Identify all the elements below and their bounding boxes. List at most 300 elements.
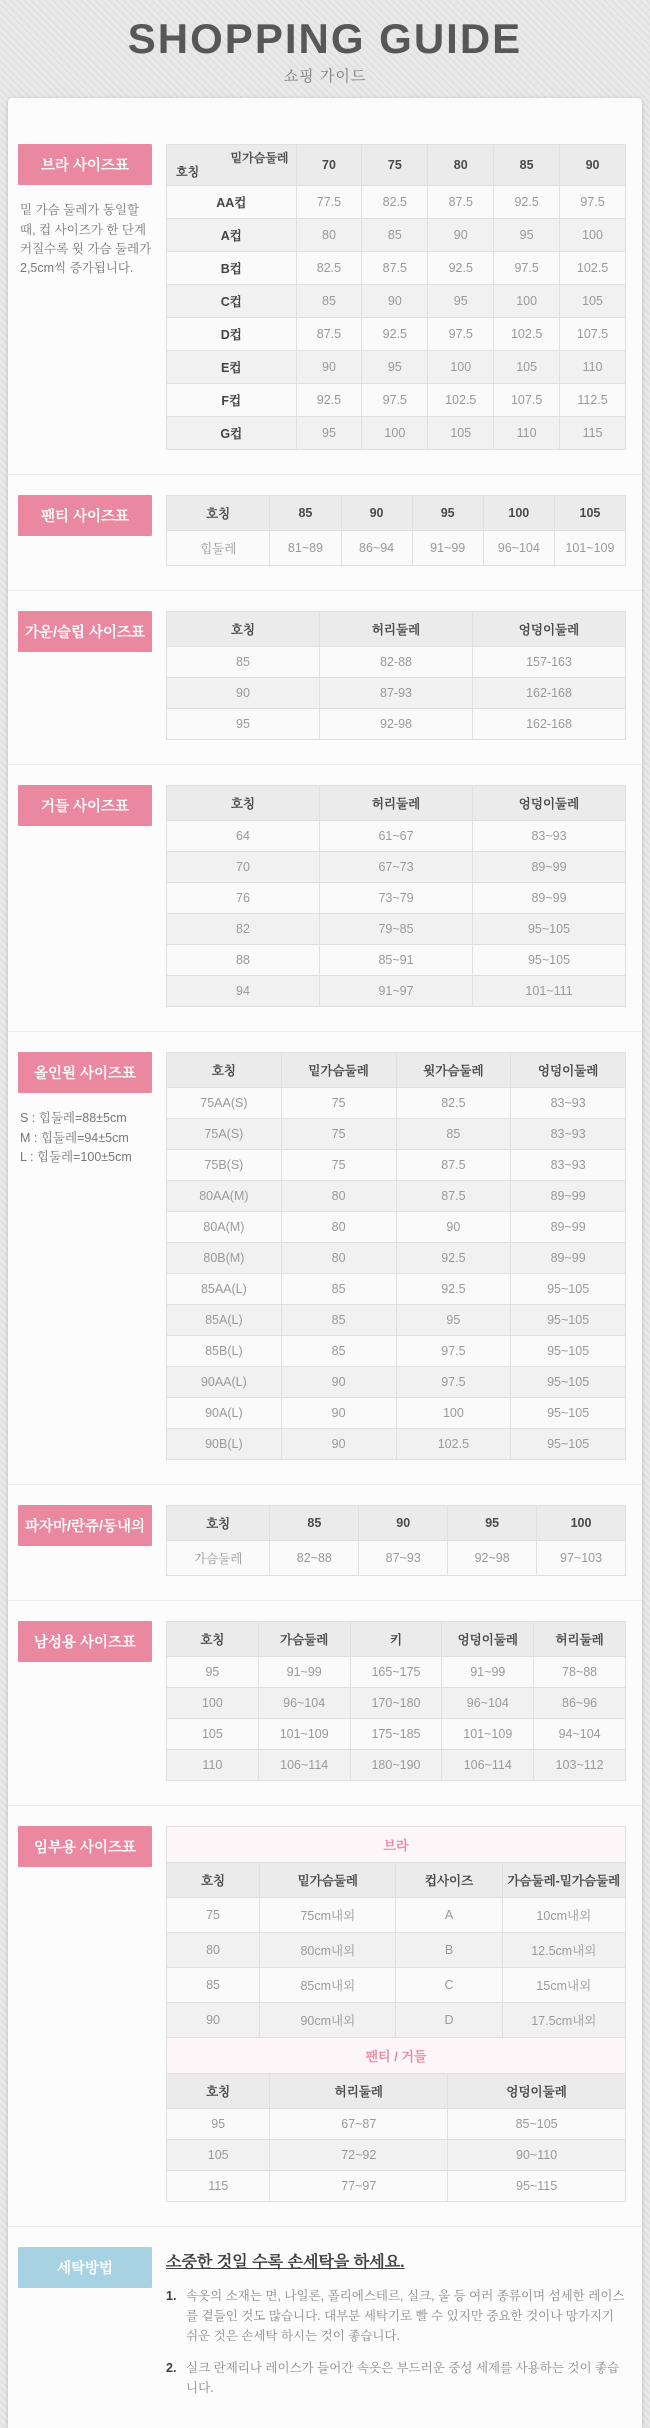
table-row <box>167 647 626 678</box>
maternity-panty-table-container <box>166 2073 626 2202</box>
table-cell: 86~94 <box>341 531 412 566</box>
table-cell: 157-163 <box>473 647 626 678</box>
table-row <box>167 417 626 450</box>
table-cell: 102.5 <box>560 252 626 285</box>
table-cell: 83~93 <box>473 821 626 852</box>
table-header-cell: 호칭 <box>167 612 320 647</box>
table-cell: 112.5 <box>560 384 626 417</box>
table-row <box>167 1898 626 1933</box>
laundry-item-2-text: 실크 란제리나 레이스가 들어간 속옷은 부드러운 중성 세제를 사용하는 것이 좋습니다. <box>186 2361 620 2396</box>
table-cell: 90 <box>281 1429 396 1460</box>
section-allinone-sizes <box>8 1031 642 1484</box>
table-cell: 92-98 <box>320 709 473 740</box>
table-cell: 87-93 <box>320 678 473 709</box>
table-cell: 87.5 <box>296 318 362 351</box>
table-header-cell: 밑가슴둘레 <box>260 1863 396 1898</box>
table-row <box>167 531 626 566</box>
table-cell: 10cm내외 <box>502 1898 625 1933</box>
table-cell: 90 <box>296 351 362 384</box>
table-cell: 90~110 <box>448 2140 626 2171</box>
table-row <box>167 1688 626 1719</box>
table-header-cell: 허리둘레 <box>320 612 473 647</box>
table-cell: 100 <box>362 417 428 450</box>
table-cell: 165~175 <box>350 1657 442 1688</box>
table-cell: 82.5 <box>362 186 428 219</box>
table-cell: 95~105 <box>511 1429 626 1460</box>
page-header <box>0 0 650 98</box>
table-cell: 90 <box>167 2003 260 2038</box>
table-cell: 102.5 <box>396 1429 511 1460</box>
men-section-badge: 남성용 사이즈표 <box>18 1621 152 1662</box>
section-men-sizes <box>8 1600 642 1805</box>
laundry-section-badge: 세탁방법 <box>18 2247 152 2288</box>
page-subtitle: 쇼핑 가이드 <box>283 68 367 86</box>
table-cell: 97~103 <box>537 1541 626 1576</box>
table-row <box>167 709 626 740</box>
table-header-cell: 100 <box>483 496 554 531</box>
table-cell: C <box>396 1968 502 2003</box>
table-cell: 72~92 <box>270 2140 448 2171</box>
table-row <box>167 852 626 883</box>
table-cell: 85~105 <box>448 2109 626 2140</box>
size-table <box>166 1052 626 1460</box>
table-cell: 89~99 <box>511 1212 626 1243</box>
table-cell: 101~109 <box>554 531 625 566</box>
table-cell: 97.5 <box>362 384 428 417</box>
size-table <box>166 2073 626 2202</box>
table-cell: 95~105 <box>473 945 626 976</box>
table-cell: 82.5 <box>396 1088 511 1119</box>
table-row <box>167 678 626 709</box>
maternity-panty-girdle-band: 팬티 / 거들 <box>166 2038 626 2073</box>
table-cell: 86~96 <box>534 1688 626 1719</box>
table-cell: 91~99 <box>442 1657 534 1688</box>
table-header-cell: 키 <box>350 1622 442 1657</box>
diagonal-top-label: 밑가슴둘레 <box>230 151 289 166</box>
table-cell: 92.5 <box>362 318 428 351</box>
allinone-size-notes <box>18 1109 152 1167</box>
table-cell: 75 <box>281 1088 396 1119</box>
table-cell: 89~99 <box>511 1181 626 1212</box>
table-cell: 87.5 <box>362 252 428 285</box>
table-header-cell: 70 <box>296 145 362 186</box>
table-cell: 95 <box>296 417 362 450</box>
table-cell: 92.5 <box>396 1243 511 1274</box>
table-row <box>167 1429 626 1460</box>
size-table <box>166 495 626 566</box>
diagonal-bottom-label: 호칭 <box>176 165 200 180</box>
table-header-cell: 105 <box>554 496 625 531</box>
table-cell: 80B(M) <box>167 1243 282 1274</box>
section-girdle-sizes <box>8 764 642 1031</box>
laundry-item-1-text: 속옷의 소재는 면, 나일론, 폴리에스테르, 실크, 울 등 여러 종류이며 섬세한 레이스를 곁들인 것도 많습니다. 대부분 세탁기로 빨 수 있지만 중요한 것이나 망가지기 쉬운 것은 손세탁 하시는 것이 좋습니다. <box>186 2289 625 2344</box>
diagonal-header-cell <box>167 145 297 186</box>
table-header-cell: 엉덩이둘레 <box>473 786 626 821</box>
table-cell: 89~99 <box>473 852 626 883</box>
table-cell: 95 <box>362 351 428 384</box>
table-row <box>167 2140 626 2171</box>
table-cell: 90 <box>167 678 320 709</box>
maternity-tables <box>166 1826 626 2202</box>
table-header-cell: 호칭 <box>167 2074 270 2109</box>
page-title: SHOPPING GUIDE <box>127 15 523 62</box>
table-cell: 82.5 <box>296 252 362 285</box>
table-cell: 88 <box>167 945 320 976</box>
table-cell: 92.5 <box>296 384 362 417</box>
table-header-cell: 75 <box>362 145 428 186</box>
table-cell: 110 <box>560 351 626 384</box>
table-cell: 92.5 <box>494 186 560 219</box>
table-cell: 101~109 <box>442 1719 534 1750</box>
table-cell: 77~97 <box>270 2171 448 2202</box>
table-header-cell: 가슴둘레 <box>258 1622 350 1657</box>
table-header-cell: 호칭 <box>167 496 270 531</box>
table-row <box>167 1398 626 1429</box>
gown-sidebar <box>18 611 166 652</box>
table-cell: 82 <box>167 914 320 945</box>
table-cell: 100 <box>494 285 560 318</box>
table-cell: 87~93 <box>359 1541 448 1576</box>
gown-table-container <box>166 611 626 740</box>
table-cell: 94~104 <box>534 1719 626 1750</box>
table-header-cell: 100 <box>537 1506 626 1541</box>
maternity-sidebar <box>18 1826 166 1867</box>
table-cell: 97.5 <box>494 252 560 285</box>
table-cell: 90 <box>281 1398 396 1429</box>
table-cell: 90A(L) <box>167 1398 282 1429</box>
table-cell: 90 <box>281 1367 396 1398</box>
table-row <box>167 351 626 384</box>
panty-table-container <box>166 495 626 566</box>
allinone-note-l: L : 힙둘레=100±5cm <box>20 1149 132 1164</box>
table-row <box>167 318 626 351</box>
laundry-sidebar <box>18 2247 166 2288</box>
table-cell: 170~180 <box>350 1688 442 1719</box>
table-header-cell: 85 <box>270 1506 359 1541</box>
table-cell: 102.5 <box>494 318 560 351</box>
table-cell: 100 <box>428 351 494 384</box>
table-row <box>167 1719 626 1750</box>
table-header-cell: 엉덩이둘레 <box>442 1622 534 1657</box>
table-row <box>167 1181 626 1212</box>
table-cell: 79~85 <box>320 914 473 945</box>
table-cell: B <box>396 1933 502 1968</box>
pajama-table-container <box>166 1505 626 1576</box>
table-cell: 101~109 <box>258 1719 350 1750</box>
table-cell: 95~105 <box>511 1367 626 1398</box>
table-cell: 73~79 <box>320 883 473 914</box>
table-cell: 90 <box>362 285 428 318</box>
table-cell: 12.5cm내외 <box>502 1933 625 1968</box>
table-cell: 90AA(L) <box>167 1367 282 1398</box>
table-cell: 97.5 <box>428 318 494 351</box>
table-cell: 97.5 <box>396 1336 511 1367</box>
table-cell: A <box>396 1898 502 1933</box>
table-cell: 90 <box>428 219 494 252</box>
gown-section-badge: 가운/슬립 사이즈표 <box>18 611 152 652</box>
pajama-section-badge: 파자마/란쥬/동내의 <box>18 1505 152 1546</box>
table-header-cell: 허리둘레 <box>534 1622 626 1657</box>
table-cell: 87.5 <box>396 1150 511 1181</box>
laundry-item-1 <box>166 2286 626 2346</box>
table-cell: 75AA(S) <box>167 1088 282 1119</box>
girdle-table-container <box>166 785 626 1007</box>
table-cell: 75B(S) <box>167 1150 282 1181</box>
table-cell: B컵 <box>167 252 297 285</box>
table-row <box>167 1305 626 1336</box>
table-header-cell: 호칭 <box>167 1506 270 1541</box>
size-table <box>166 611 626 740</box>
table-row <box>167 945 626 976</box>
table-row <box>167 1243 626 1274</box>
table-header-cell: 엉덩이둘레 <box>448 2074 626 2109</box>
table-cell: 115 <box>560 417 626 450</box>
bra-section-note: 밑 가슴 둘레가 동일할 때, 컵 사이즈가 한 단계 커질수록 윗 가슴 둘레가 2,5cm씩 증가됩니다. <box>20 203 152 276</box>
table-cell: 75cm내외 <box>260 1898 396 1933</box>
table-row <box>167 1968 626 2003</box>
table-cell: 85cm내외 <box>260 1968 396 2003</box>
table-cell: 95~105 <box>473 914 626 945</box>
table-cell: 82~88 <box>270 1541 359 1576</box>
table-cell: 162-168 <box>473 709 626 740</box>
table-cell: F컵 <box>167 384 297 417</box>
laundry-item-1-number: 1. <box>166 2289 177 2304</box>
table-cell: 75A(S) <box>167 1119 282 1150</box>
table-cell: 15cm내외 <box>502 1968 625 2003</box>
table-cell: 105 <box>167 2140 270 2171</box>
table-cell: 83~93 <box>511 1150 626 1181</box>
allinone-note-s: S : 힙둘레=88±5cm <box>20 1111 127 1126</box>
table-cell: 91~99 <box>258 1657 350 1688</box>
table-row <box>167 1119 626 1150</box>
table-header-cell: 90 <box>560 145 626 186</box>
section-laundry <box>8 2226 642 2422</box>
size-table <box>166 144 626 450</box>
table-cell: 162-168 <box>473 678 626 709</box>
table-header-cell: 90 <box>359 1506 448 1541</box>
table-row <box>167 1750 626 1781</box>
table-cell: 89~99 <box>511 1243 626 1274</box>
table-cell: 107.5 <box>494 384 560 417</box>
table-cell: 80AA(M) <box>167 1181 282 1212</box>
allinone-section-badge: 올인원 사이즈표 <box>18 1052 152 1093</box>
table-row <box>167 1367 626 1398</box>
men-sidebar <box>18 1621 166 1662</box>
table-cell: 81~89 <box>270 531 341 566</box>
laundry-item-2 <box>166 2358 626 2398</box>
table-cell: D <box>396 2003 502 2038</box>
table-cell: 힙둘레 <box>167 531 270 566</box>
table-cell: A컵 <box>167 219 297 252</box>
table-cell: 80A(M) <box>167 1212 282 1243</box>
table-cell: 85 <box>281 1274 396 1305</box>
table-cell: 80 <box>281 1243 396 1274</box>
table-row <box>167 1212 626 1243</box>
table-cell: 105 <box>494 351 560 384</box>
table-cell: 110 <box>494 417 560 450</box>
table-cell: 96~104 <box>483 531 554 566</box>
table-cell: 91~97 <box>320 976 473 1007</box>
table-cell: 97.5 <box>560 186 626 219</box>
table-row <box>167 252 626 285</box>
table-cell: AA컵 <box>167 186 297 219</box>
table-row <box>167 2171 626 2202</box>
table-cell: 85 <box>362 219 428 252</box>
table-cell: 78~88 <box>534 1657 626 1688</box>
table-cell: 95~115 <box>448 2171 626 2202</box>
table-cell: 96~104 <box>258 1688 350 1719</box>
table-row <box>167 821 626 852</box>
table-cell: 83~93 <box>511 1088 626 1119</box>
table-cell: 90cm내외 <box>260 2003 396 2038</box>
table-cell: 75 <box>167 1898 260 1933</box>
table-cell: 100 <box>396 1398 511 1429</box>
table-header-cell: 90 <box>341 496 412 531</box>
table-cell: 80 <box>281 1212 396 1243</box>
table-cell: 75 <box>281 1150 396 1181</box>
bra-section-badge: 브라 사이즈표 <box>18 144 152 185</box>
table-cell: 80 <box>281 1181 396 1212</box>
laundry-heading: 소중한 것일 수록 손세탁을 하세요. <box>166 2254 405 2272</box>
table-cell: 95 <box>167 2109 270 2140</box>
table-cell: 106~114 <box>258 1750 350 1781</box>
table-row <box>167 914 626 945</box>
table-cell: 103~112 <box>534 1750 626 1781</box>
table-header-cell: 엉덩이둘레 <box>473 612 626 647</box>
table-cell: E컵 <box>167 351 297 384</box>
table-header-cell: 엉덩이둘레 <box>511 1053 626 1088</box>
table-row <box>167 883 626 914</box>
table-cell: 95~105 <box>511 1274 626 1305</box>
table-row <box>167 219 626 252</box>
table-cell: 85 <box>396 1119 511 1150</box>
table-header-cell: 호칭 <box>167 1863 260 1898</box>
table-row <box>167 186 626 219</box>
table-row <box>167 976 626 1007</box>
table-row <box>167 2003 626 2038</box>
table-cell: 80 <box>296 219 362 252</box>
maternity-bra-table-container <box>166 1862 626 2038</box>
table-cell: 101~111 <box>473 976 626 1007</box>
table-cell: 95 <box>428 285 494 318</box>
table-cell: 97.5 <box>396 1367 511 1398</box>
table-header-cell: 허리둘레 <box>270 2074 448 2109</box>
table-cell: 90 <box>396 1212 511 1243</box>
bra-sidebar <box>18 144 166 279</box>
table-header-cell: 80 <box>428 145 494 186</box>
table-header-cell: 호칭 <box>167 1053 282 1088</box>
allinone-note-m: M : 힙둘레=94±5cm <box>20 1130 129 1145</box>
table-cell: 94 <box>167 976 320 1007</box>
table-cell: 175~185 <box>350 1719 442 1750</box>
table-cell: 85 <box>296 285 362 318</box>
size-table <box>166 1862 626 2038</box>
girdle-section-badge: 거들 사이즈표 <box>18 785 152 826</box>
table-header-cell: 허리둘레 <box>320 786 473 821</box>
table-cell: 87.5 <box>396 1181 511 1212</box>
table-cell: 89~99 <box>473 883 626 914</box>
table-cell: 92.5 <box>396 1274 511 1305</box>
table-cell: 85A(L) <box>167 1305 282 1336</box>
table-cell: C컵 <box>167 285 297 318</box>
table-header-cell: 호칭 <box>167 786 320 821</box>
table-cell: 105 <box>167 1719 259 1750</box>
table-cell: 102.5 <box>428 384 494 417</box>
table-cell: 105 <box>428 417 494 450</box>
section-pajama-sizes <box>8 1484 642 1600</box>
table-cell: 107.5 <box>560 318 626 351</box>
allinone-table-container <box>166 1052 626 1460</box>
panty-sidebar <box>18 495 166 536</box>
bra-table-container <box>166 144 626 450</box>
table-cell: 82-88 <box>320 647 473 678</box>
table-row <box>167 1657 626 1688</box>
table-cell: 95 <box>167 1657 259 1688</box>
section-maternity-sizes <box>8 1805 642 2226</box>
table-cell: 64 <box>167 821 320 852</box>
laundry-item-2-number: 2. <box>166 2361 177 2376</box>
table-header-cell: 가슴둘레-밑가슴둘레 <box>502 1863 625 1898</box>
table-cell: 85~91 <box>320 945 473 976</box>
table-cell: 95 <box>494 219 560 252</box>
table-cell: 67~73 <box>320 852 473 883</box>
table-cell: 100 <box>560 219 626 252</box>
table-cell: 95~105 <box>511 1336 626 1367</box>
table-row <box>167 2109 626 2140</box>
table-cell: D컵 <box>167 318 297 351</box>
table-cell: 110 <box>167 1750 259 1781</box>
table-header-cell: 95 <box>448 1506 537 1541</box>
table-cell: 115 <box>167 2171 270 2202</box>
table-cell: 105 <box>560 285 626 318</box>
content-card <box>8 98 642 2428</box>
table-header-cell: 85 <box>494 145 560 186</box>
table-cell: 80 <box>167 1933 260 1968</box>
table-cell: 17.5cm내외 <box>502 2003 625 2038</box>
table-cell: 106~114 <box>442 1750 534 1781</box>
table-row <box>167 1336 626 1367</box>
girdle-sidebar <box>18 785 166 826</box>
table-header-cell: 컵사이즈 <box>396 1863 502 1898</box>
table-cell: 83~93 <box>511 1119 626 1150</box>
table-cell: 76 <box>167 883 320 914</box>
pajama-sidebar <box>18 1505 166 1546</box>
allinone-sidebar <box>18 1052 166 1167</box>
laundry-content <box>166 2247 626 2398</box>
section-gown-slip-sizes <box>8 590 642 764</box>
table-row <box>167 1933 626 1968</box>
table-row <box>167 1541 626 1576</box>
table-cell: 95 <box>396 1305 511 1336</box>
table-cell: 95~105 <box>511 1398 626 1429</box>
table-header-cell: 호칭 <box>167 1622 259 1657</box>
table-cell: 92~98 <box>448 1541 537 1576</box>
section-bra-sizes <box>8 124 642 474</box>
table-cell: 75 <box>281 1119 396 1150</box>
table-row <box>167 1274 626 1305</box>
table-cell: 70 <box>167 852 320 883</box>
table-header-cell: 95 <box>412 496 483 531</box>
table-cell: 85 <box>281 1305 396 1336</box>
table-row <box>167 384 626 417</box>
table-cell: 가슴둘레 <box>167 1541 270 1576</box>
table-row <box>167 1088 626 1119</box>
table-header-cell: 밑가슴둘레 <box>281 1053 396 1088</box>
size-table <box>166 1505 626 1576</box>
size-table <box>166 785 626 1007</box>
table-cell: 96~104 <box>442 1688 534 1719</box>
maternity-section-badge: 임부용 사이즈표 <box>18 1826 152 1867</box>
